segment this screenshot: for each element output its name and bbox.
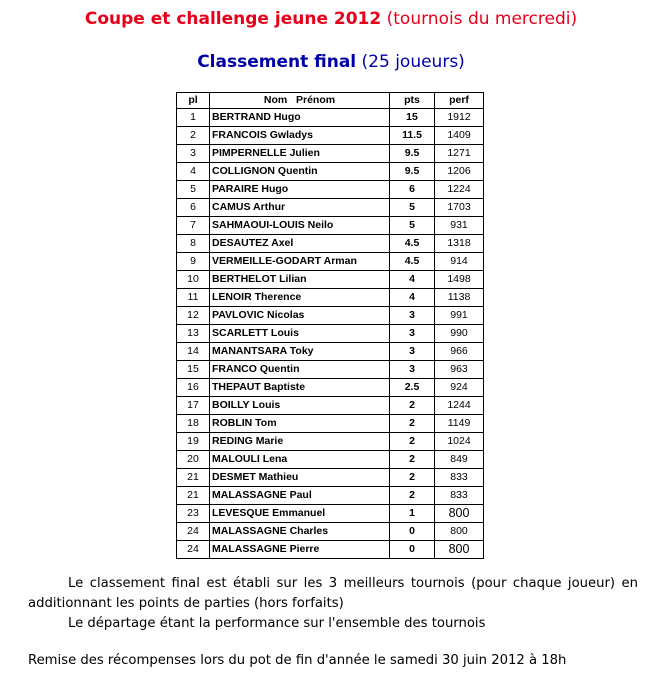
table-row (177, 271, 484, 289)
rank-cell: 5 (177, 181, 210, 199)
performance-cell: 800 (435, 541, 484, 559)
performance-cell: 1149 (435, 415, 484, 433)
table-row (177, 181, 484, 199)
table-row (177, 325, 484, 343)
points-cell: 4.5 (390, 235, 435, 253)
rank-cell: 18 (177, 415, 210, 433)
rank-cell: 1 (177, 109, 210, 127)
subtitle-main: Classement final (197, 52, 357, 72)
points-cell: 2 (390, 415, 435, 433)
header-pl: pl (177, 93, 210, 109)
performance-cell: 833 (435, 487, 484, 505)
rank-cell: 17 (177, 397, 210, 415)
performance-cell: 966 (435, 343, 484, 361)
rank-cell: 20 (177, 451, 210, 469)
performance-cell: 1912 (435, 109, 484, 127)
performance-cell: 1244 (435, 397, 484, 415)
table-row (177, 145, 484, 163)
note-tiebreak-text: Le départage étant la performance sur l'ensemble des tournois (68, 616, 486, 631)
table-row (177, 343, 484, 361)
player-name-cell: SCARLETT Louis (210, 325, 390, 343)
note-ranking-rule (28, 574, 638, 614)
table-row (177, 541, 484, 559)
player-name-cell: PIMPERNELLE Julien (210, 145, 390, 163)
player-name-cell: PARAIRE Hugo (210, 181, 390, 199)
player-name-cell: ROBLIN Tom (210, 415, 390, 433)
performance-cell: 1318 (435, 235, 484, 253)
rank-cell: 4 (177, 163, 210, 181)
points-cell: 11.5 (390, 127, 435, 145)
performance-cell: 914 (435, 253, 484, 271)
rank-cell: 7 (177, 217, 210, 235)
rank-cell: 6 (177, 199, 210, 217)
rank-cell: 14 (177, 343, 210, 361)
performance-cell: 1271 (435, 145, 484, 163)
player-name-cell: COLLIGNON Quentin (210, 163, 390, 181)
performance-cell: 1409 (435, 127, 484, 145)
points-cell: 6 (390, 181, 435, 199)
table-row (177, 469, 484, 487)
performance-cell: 963 (435, 361, 484, 379)
rank-cell: 12 (177, 307, 210, 325)
table-row (177, 217, 484, 235)
points-cell: 2.5 (390, 379, 435, 397)
player-name-cell: VERMEILLE-GODART Arman (210, 253, 390, 271)
performance-cell: 1224 (435, 181, 484, 199)
rank-cell: 23 (177, 505, 210, 523)
title-detail: (tournois du mercredi) (386, 9, 578, 29)
performance-cell: 849 (435, 451, 484, 469)
points-cell: 4 (390, 289, 435, 307)
rank-cell: 3 (177, 145, 210, 163)
performance-cell: 990 (435, 325, 484, 343)
table-row (177, 451, 484, 469)
table-row (177, 109, 484, 127)
title-main: Coupe et challenge jeune 2012 (84, 9, 382, 29)
points-cell: 2 (390, 397, 435, 415)
player-name-cell: MALOULI Lena (210, 451, 390, 469)
player-name-cell: BOILLY Louis (210, 397, 390, 415)
player-name-cell: BERTHELOT Lilian (210, 271, 390, 289)
player-name-cell: REDING Marie (210, 433, 390, 451)
player-name-cell: THEPAUT Baptiste (210, 379, 390, 397)
table-row (177, 235, 484, 253)
table-header-row (177, 93, 484, 109)
table-row (177, 163, 484, 181)
header-pts: pts (390, 93, 435, 109)
player-name-cell: MANANTSARA Toky (210, 343, 390, 361)
points-cell: 1 (390, 505, 435, 523)
performance-cell: 833 (435, 469, 484, 487)
points-cell: 2 (390, 469, 435, 487)
rank-cell: 19 (177, 433, 210, 451)
rank-cell: 24 (177, 523, 210, 541)
performance-cell: 924 (435, 379, 484, 397)
table-row (177, 487, 484, 505)
performance-cell: 1703 (435, 199, 484, 217)
player-name-cell: FRANCOIS Gwladys (210, 127, 390, 145)
table-row (177, 289, 484, 307)
points-cell: 5 (390, 217, 435, 235)
player-name-cell: FRANCO Quentin (210, 361, 390, 379)
rank-cell: 13 (177, 325, 210, 343)
table-row (177, 433, 484, 451)
points-cell: 3 (390, 307, 435, 325)
points-cell: 4.5 (390, 253, 435, 271)
rank-cell: 15 (177, 361, 210, 379)
performance-cell: 1024 (435, 433, 484, 451)
rank-cell: 24 (177, 541, 210, 559)
performance-cell: 931 (435, 217, 484, 235)
performance-cell: 800 (435, 523, 484, 541)
rank-cell: 11 (177, 289, 210, 307)
table-row (177, 361, 484, 379)
points-cell: 2 (390, 451, 435, 469)
note-awards: Remise des récompenses lors du pot de fin d'année le samedi 30 juin 2012 à 18h (28, 653, 567, 668)
points-cell: 15 (390, 109, 435, 127)
rank-cell: 2 (177, 127, 210, 145)
rank-cell: 16 (177, 379, 210, 397)
points-cell: 9.5 (390, 145, 435, 163)
page-subtitle (0, 51, 662, 73)
table-body (177, 109, 484, 559)
points-cell: 2 (390, 487, 435, 505)
performance-cell: 800 (435, 505, 484, 523)
table-row (177, 523, 484, 541)
player-name-cell: LENOIR Therence (210, 289, 390, 307)
subtitle-detail: (25 joueurs) (361, 52, 465, 72)
header-name: Nom Prénom (210, 93, 390, 109)
player-name-cell: BERTRAND Hugo (210, 109, 390, 127)
player-name-cell: MALASSAGNE Paul (210, 487, 390, 505)
points-cell: 4 (390, 271, 435, 289)
performance-cell: 1206 (435, 163, 484, 181)
rank-cell: 21 (177, 469, 210, 487)
table-row (177, 199, 484, 217)
player-name-cell: LEVESQUE Emmanuel (210, 505, 390, 523)
player-name-cell: PAVLOVIC Nicolas (210, 307, 390, 325)
points-cell: 0 (390, 541, 435, 559)
player-name-cell: SAHMAOUI-LOUIS Neilo (210, 217, 390, 235)
table-row (177, 397, 484, 415)
points-cell: 3 (390, 325, 435, 343)
player-name-cell: DESAUTEZ Axel (210, 235, 390, 253)
note-ranking-rule-text: Le classement final est établi sur les 3 meilleurs tournois (pour chaque joueur) en additionnant les points de parties (hors forfaits) (28, 576, 638, 611)
table-row (177, 307, 484, 325)
table-row (177, 127, 484, 145)
table-row (177, 253, 484, 271)
page-title (0, 8, 662, 30)
player-name-cell: MALASSAGNE Pierre (210, 541, 390, 559)
points-cell: 2 (390, 433, 435, 451)
points-cell: 0 (390, 523, 435, 541)
performance-cell: 1138 (435, 289, 484, 307)
performance-cell: 1498 (435, 271, 484, 289)
table-row (177, 505, 484, 523)
player-name-cell: DESMET Mathieu (210, 469, 390, 487)
rank-cell: 8 (177, 235, 210, 253)
rank-cell: 10 (177, 271, 210, 289)
header-perf: perf (435, 93, 484, 109)
points-cell: 5 (390, 199, 435, 217)
table-row (177, 379, 484, 397)
player-name-cell: MALASSAGNE Charles (210, 523, 390, 541)
points-cell: 3 (390, 343, 435, 361)
player-name-cell: CAMUS Arthur (210, 199, 390, 217)
table-row (177, 415, 484, 433)
note-tiebreak (28, 614, 638, 634)
points-cell: 9.5 (390, 163, 435, 181)
rank-cell: 21 (177, 487, 210, 505)
points-cell: 3 (390, 361, 435, 379)
rank-cell: 9 (177, 253, 210, 271)
ranking-table (176, 92, 484, 559)
performance-cell: 991 (435, 307, 484, 325)
